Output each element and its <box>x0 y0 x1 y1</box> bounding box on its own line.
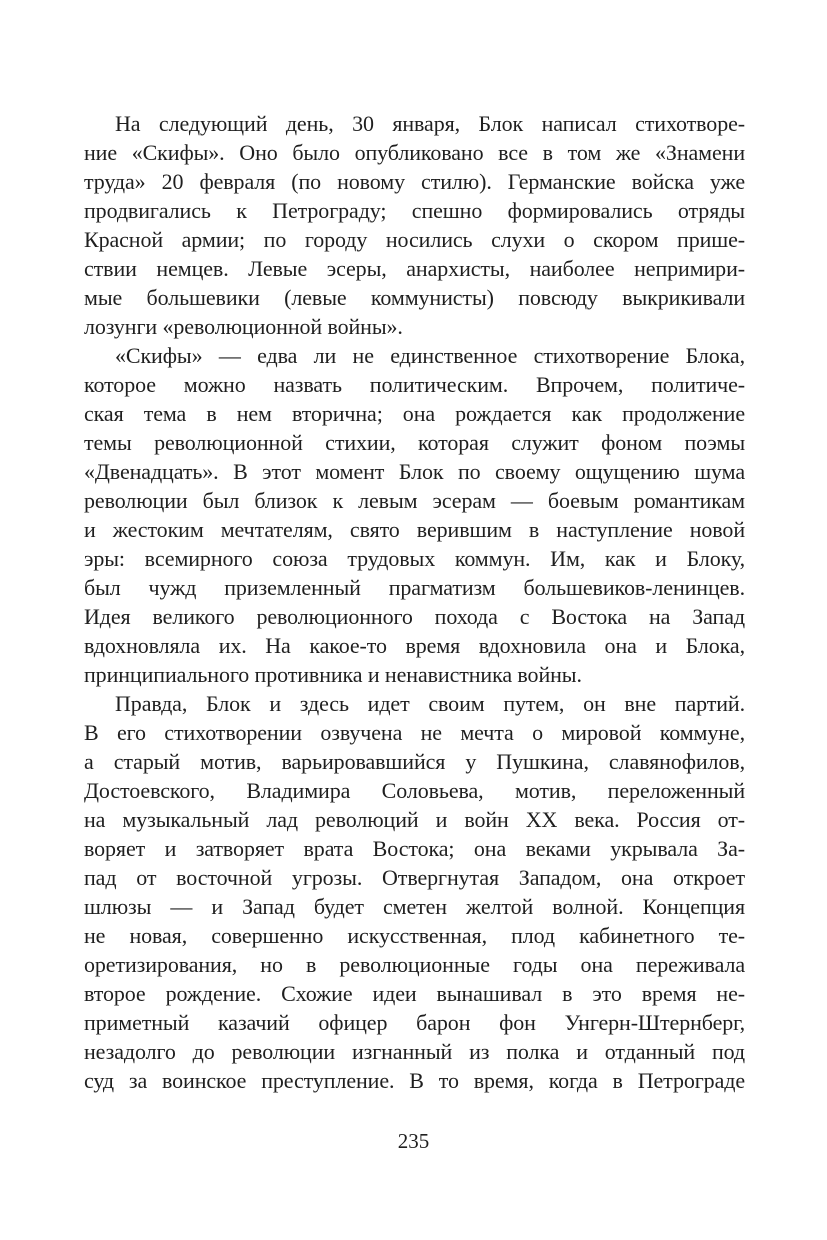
text-line: мые большевики (левые коммунисты) повсюду выкрикивали <box>84 285 745 310</box>
text-line: на музыкальный лад революций и войн XX века. Россия от- <box>84 807 745 832</box>
text-line: «Скифы» — едва ли не единственное стихотворение Блока, <box>115 343 745 368</box>
text-line: был чужд приземленный прагматизм большевиков-ленинцев. <box>84 575 745 600</box>
text-line: Достоевского, Владимира Соловьева, мотив, переложенный <box>84 778 745 803</box>
text-line: Правда, Блок и здесь идет своим путем, он вне партий. <box>115 691 745 716</box>
text-line: второе рождение. Схожие идеи вынашивал в это время не- <box>84 981 745 1006</box>
text-line: темы революционной стихии, которая служит фоном поэмы <box>84 430 745 455</box>
text-line: и жестоким мечтателям, свято верившим в наступление новой <box>84 517 745 542</box>
text-line: лозунги «революционной войны». <box>84 314 403 339</box>
text-line: незадолго до революции изгнанный из полка и отданный под <box>84 1039 745 1064</box>
text-line: эры: всемирного союза трудовых коммун. Им, как и Блоку, <box>84 546 745 571</box>
text-line: а старый мотив, варьировавшийся у Пушкина, славянофилов, <box>84 749 745 774</box>
paragraph <box>84 689 745 1095</box>
paragraph <box>84 341 745 689</box>
text-line: не новая, совершенно искусственная, плод кабинетного те- <box>84 923 745 948</box>
text-line: пад от восточной угрозы. Отвергнутая Западом, она откроет <box>84 865 745 890</box>
text-line: Красной армии; по городу носились слухи о скором прише- <box>84 227 745 252</box>
text-line: «Двенадцать». В этот момент Блок по своему ощущению шума <box>84 459 745 484</box>
text-line: шлюзы — и Запад будет сметен желтой волной. Концепция <box>84 894 745 919</box>
paragraph <box>84 109 745 341</box>
text-line: которое можно назвать политическим. Впрочем, политиче- <box>84 372 745 397</box>
text-line: ние «Скифы». Оно было опубликовано все в том же «Знамени <box>84 140 745 165</box>
text-line: ская тема в нем вторична; она рождается как продолжение <box>84 401 745 426</box>
text-line: труда» 20 февраля (по новому стилю). Германские войска уже <box>84 169 745 194</box>
text-line: вдохновляла их. На какое-то время вдохновила она и Блока, <box>84 633 745 658</box>
text-line: воряет и затворяет врата Востока; она веками укрывала За- <box>84 836 745 861</box>
text-line: приметный казачий офицер барон фон Унгерн-Штернберг, <box>84 1010 745 1035</box>
text-line: Идея великого революционного похода с Востока на Запад <box>84 604 745 629</box>
text-line: принципиального противника и ненавистника войны. <box>84 662 582 687</box>
text-line: В его стихотворении озвучена не мечта о мировой коммуне, <box>84 720 745 745</box>
page-number: 235 <box>397 1129 430 1153</box>
text-line: суд за воинское преступление. В то время, когда в Петрограде <box>84 1068 745 1093</box>
text-line: На следующий день, 30 января, Блок написал стихотворе- <box>115 111 745 136</box>
text-line: оретизирования, но в революционные годы она переживала <box>84 952 745 977</box>
text-line: ствии немцев. Левые эсеры, анархисты, наиболее непримири- <box>84 256 745 281</box>
text-line: революции был близок к левым эсерам — боевым романтикам <box>84 488 745 513</box>
body-text <box>84 109 745 1095</box>
text-line: продвигались к Петрограду; спешно формировались отряды <box>84 198 745 223</box>
